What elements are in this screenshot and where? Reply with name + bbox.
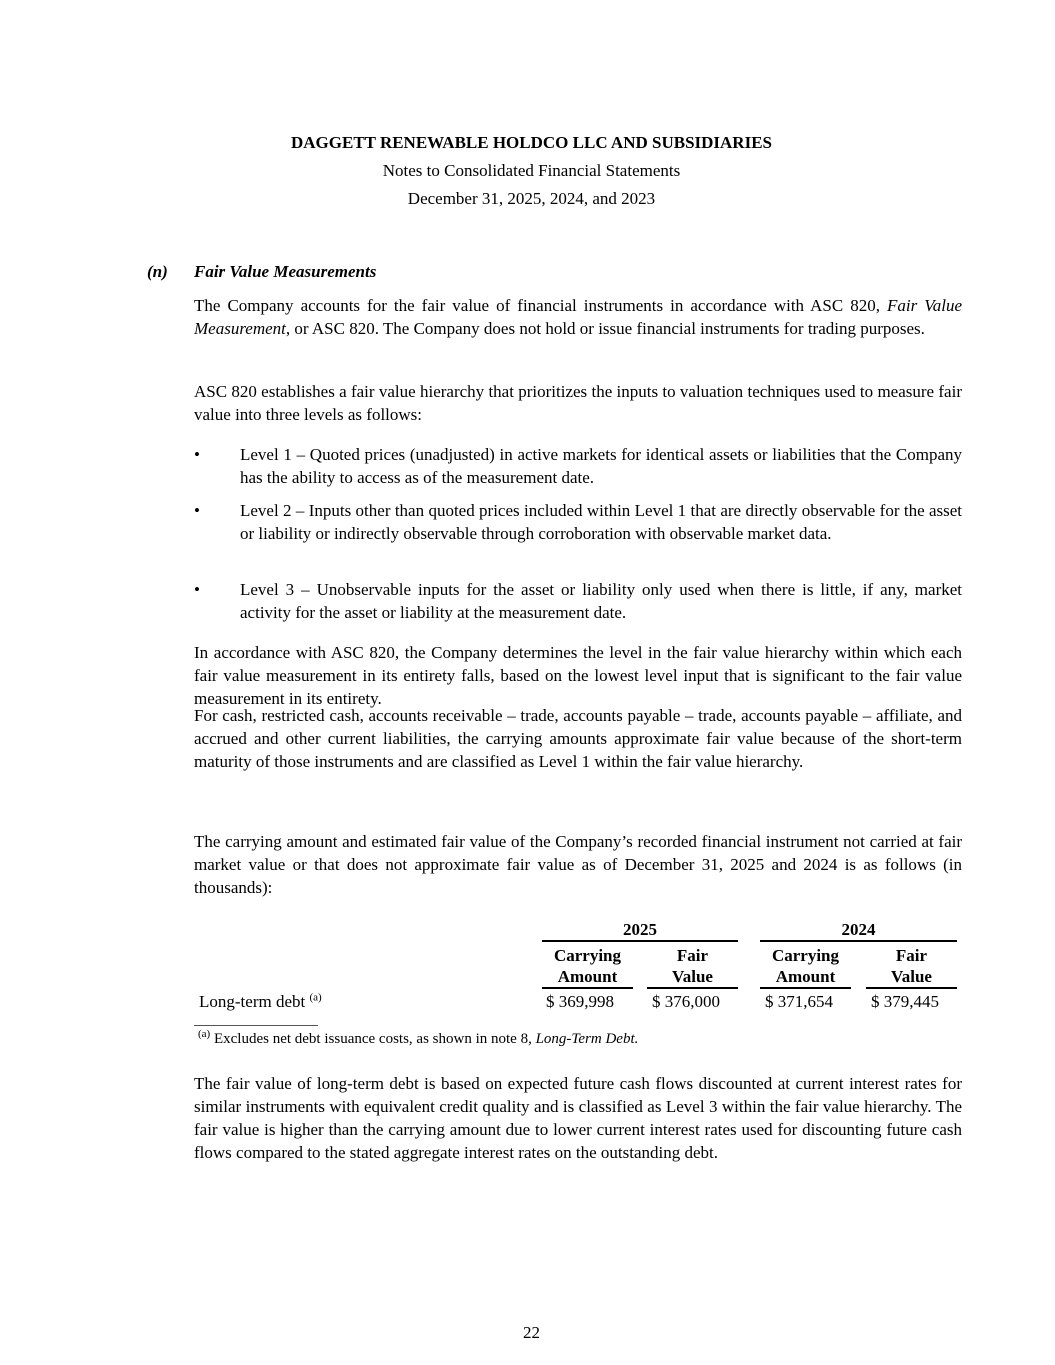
list-item-text: Level 1 – Quoted prices (unadjusted) in active markets for identical assets or liabilities that the Company has the ability to access as of the measurement date. [240,445,962,487]
year-header-2025: 2025 [542,919,738,942]
list-item-text: Level 2 – Inputs other than quoted prices included within Level 1 that are directly observable for the asset or liability or indirectly observable through corroboration with observable market data. [240,501,962,543]
list-item [194,578,962,624]
text: Amount [557,967,618,986]
text: Fair [676,946,709,965]
bullet-icon: • [194,580,200,599]
cell-value: $ 371,654 [765,992,833,1011]
text: Fair [895,946,928,965]
cell-value: $ 376,000 [652,992,720,1011]
text-italic: Long-Term Debt. [535,1031,639,1047]
page-number: 22 [523,1323,540,1342]
text: Carrying [771,946,840,965]
cell-value: $ 369,998 [546,992,614,1011]
col-header-fair [647,945,738,989]
col-header-fair [866,945,957,989]
section-title: Fair Value Measurements [194,262,377,281]
paragraph-table-intro: The carrying amount and estimated fair value of the Company’s recorded financial instrument not carried at fair market value or that does not approximate fair value as of December 31, 2025 and 2024 is as follows (in thousands): [194,832,962,897]
year-header-2024: 2024 [760,919,957,942]
bullet-icon: • [194,501,200,520]
paragraph-level-determination: In accordance with ASC 820, the Company determines the level in the fair value hierarchy within which each fair value measurement in its entirety falls, based on the lowest level input that is significant to the fair value measurement in its entirety. [194,643,962,708]
text: Value [891,967,932,986]
footnote-ref: (a) [309,991,322,1004]
list-item-text: Level 3 – Unobservable inputs for the asset or liability only used when there is little, if any, market activity for the asset or liability at the measurement date. [240,580,962,622]
footnote [198,1028,638,1051]
paragraph-carrying-amounts: For cash, restricted cash, accounts receivable – trade, accounts payable – trade, accounts payable – affiliate, and accrued and other current liabilities, the carrying amounts approximate fair value because of the short-term maturity of those instruments and are classified as Level 1 within the fair value hierarchy. [194,706,962,771]
text: Carrying [553,946,622,965]
text: , or ASC 820. The Company does not hold or issue financial instruments for trading purposes. [285,319,925,338]
company-name: DAGGETT RENEWABLE HOLDCO LLC AND SUBSIDIARIES [290,133,772,152]
document-subtitle: Notes to Consolidated Financial Statements [382,161,681,180]
text: Long-term debt [199,992,306,1011]
text: Value [672,967,713,986]
col-header-carrying [760,945,851,989]
list-item [194,443,962,489]
col-header-carrying [542,945,633,989]
paragraph-hierarchy: ASC 820 establishes a fair value hierarchy that prioritizes the inputs to valuation techniques used to measure fair value into three levels as follows: [194,382,962,424]
text: The Company accounts for the fair value of financial instruments in accordance with ASC 820, [194,296,887,315]
paragraph-long-term-debt: The fair value of long-term debt is based on expected future cash flows discounted at current interest rates for similar instruments with equivalent credit quality and is classified as Level 3 within the fair value hierarchy. The fair value is higher than the carrying amount due to lower current interest rates used for discounting future cash flows compared to the stated aggregate interest rates on the outstanding debt. [194,1074,962,1162]
document-dates: December 31, 2025, 2024, and 2023 [407,189,656,208]
text: Amount [775,967,836,986]
footnote-marker: (a) [198,1028,211,1040]
list-item [194,499,962,545]
paragraph-asc820 [194,294,962,340]
section-marker: (n) [147,262,168,281]
text-italic: Fair Value Measurement [194,296,962,338]
text: Excludes net debt issuance costs, as shown in note 8, [210,1031,536,1047]
row-label [199,990,322,1013]
cell-value: $ 379,445 [871,992,939,1011]
footnote-divider [194,1025,318,1026]
bullet-icon: • [194,445,200,464]
